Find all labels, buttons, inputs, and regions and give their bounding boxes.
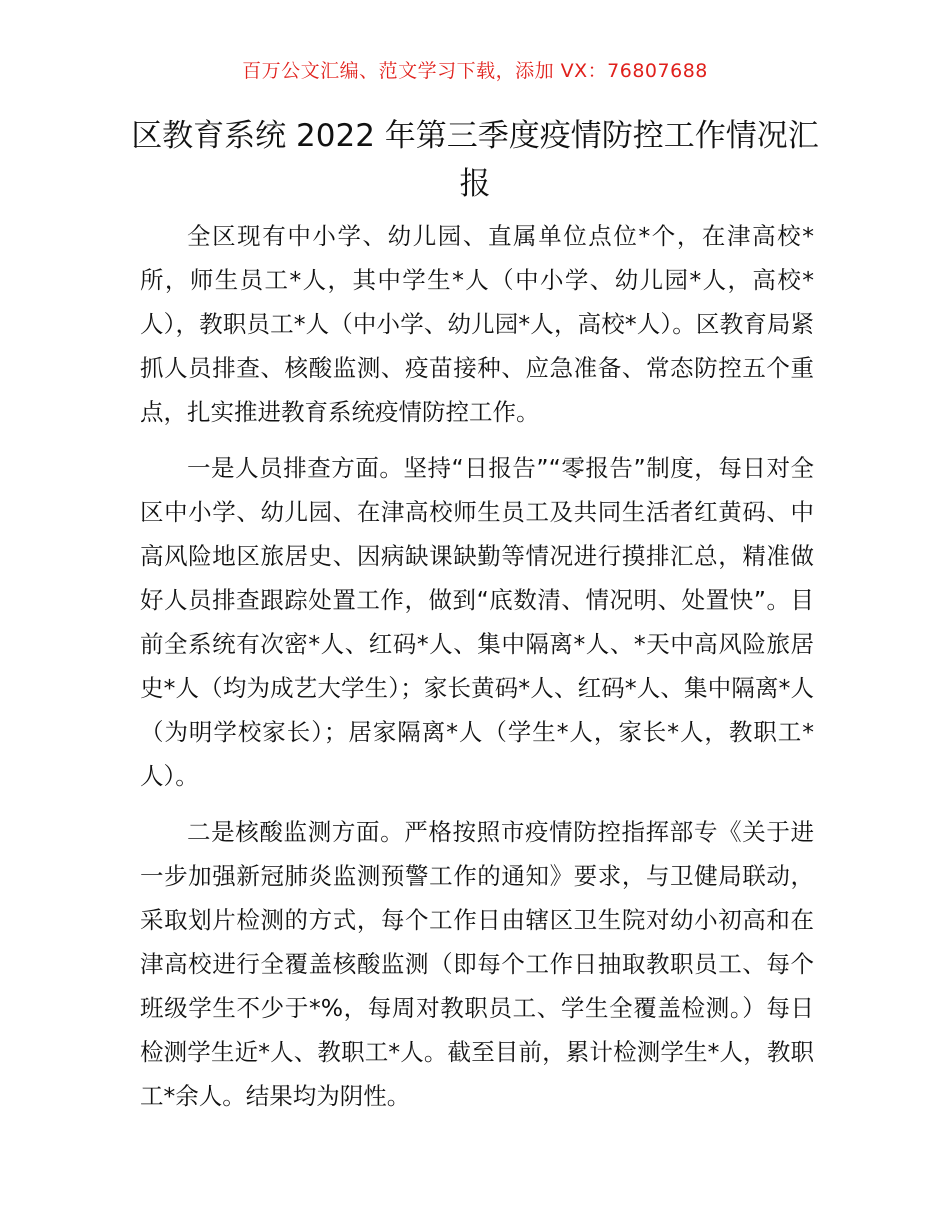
paragraph-personnel-screening: 一是人员排查方面。坚持“日报告”“零报告”制度，每日对全区中小学、幼儿园、在津高校师生员工及共同生活者红黄码、中高风险地区旅居史、因病缺课缺勤等情况进行摸排汇总，精准做好人员排查跟踪处置工作，做到“底数清、情况明、处置快”。目前全系统有次密*人、红码*人、集中隔离*人、*天中高风险旅居史*人（均为成艺大学生）；家长黄码*人、红码*人、集中隔离*人（为明学校家长）；居家隔离*人（学生*人，家长*人，教职工*人）。 bbox=[140, 454, 814, 790]
header-note: 百万公文汇编、范文学习下载，添加 VX：76807688 bbox=[242, 60, 708, 82]
paragraph-intro: 全区现有中小学、幼儿园、直属单位点位*个，在津高校*所，师生员工*人，其中学生*人（中小学、幼儿园*人，高校*人），教职员工*人（中小学、幼儿园*人，高校*人）。区教育局紧抓人员排查、核酸监测、疫苗接种、应急准备、常态防控五个重点，扎实推进教育系统疫情防控工作。 bbox=[140, 222, 814, 426]
document-title: 区教育系统 2022 年第三季度疫情防控工作情况汇报 bbox=[131, 118, 819, 202]
document-body bbox=[140, 214, 814, 1130]
paragraph-nucleic-acid-testing: 二是核酸监测方面。严格按照市疫情防控指挥部专《关于进一步加强新冠肺炎监测预警工作的通知》要求，与卫健局联动，采取划片检测的方式，每个工作日由辖区卫生院对幼小初高和在津高校进行全覆盖核酸监测（即每个工作日抽取教职员工、每个班级学生不少于*%，每周对教职员工、学生全覆盖检测。）每日检测学生近*人、教职工*人。截至目前，累计检测学生*人，教职工*余人。结果均为阴性。 bbox=[140, 818, 814, 1110]
